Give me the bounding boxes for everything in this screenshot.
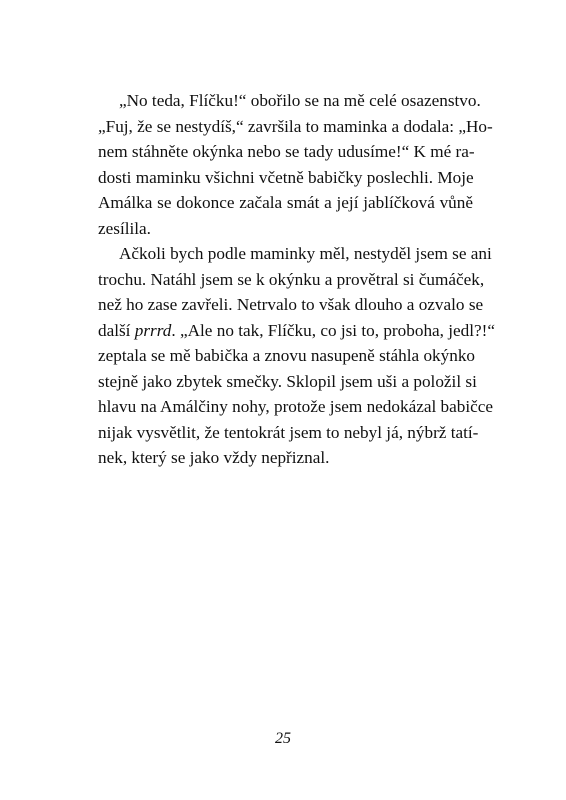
page-number: 25: [275, 730, 291, 747]
italic-word: prrrd: [134, 320, 172, 340]
text-line: zesílila.: [98, 218, 151, 238]
text-line: nem stáhněte okýnka nebo se tady udusíme!“ K mé ra-: [98, 142, 475, 161]
text-line: [98, 318, 496, 344]
text-line: dosti maminku všichni včetně babičky poslechli. Moje: [98, 167, 474, 187]
text-line: nijak vysvětlit, že tentokrát jsem to nebyl já, nýbrž tatí-: [98, 422, 479, 442]
text-fragment: další: [98, 320, 135, 340]
text-line: stejně jako zbytek smečky. Sklopil jsem uši a položil si: [98, 371, 477, 391]
text-line: „No teda, Flíčku!“ obořilo se na mě celé osazenstvo.: [119, 91, 481, 110]
text-line: „Fuj, že se nestydíš,“ završila to maminka a dodala: „Ho-: [98, 116, 493, 136]
text-line: Amálka se dokonce začala smát a její jablíčková vůně: [98, 193, 473, 212]
text-line: hlavu na Amálčiny nohy, protože jsem nedokázal babičce: [98, 397, 494, 416]
text-line: trochu. Natáhl jsem se k okýnku a provětral si čumáček,: [98, 269, 485, 289]
text-line: nek, který se jako vždy nepřiznal.: [98, 448, 330, 467]
text-line: zeptala se mě babička a znovu nasupeně stáhla okýnko: [98, 346, 476, 365]
text-line: Ačkoli bych podle maminky měl, nestyděl jsem se ani: [119, 244, 492, 263]
text-line: než ho zase zavřeli. Netrvalo to však dlouho a ozvalo se: [98, 295, 484, 314]
body-text: [98, 88, 496, 471]
text-fragment: . „Ale no tak, Flíčku, co jsi to, proboha, jedl?!“: [171, 320, 496, 340]
